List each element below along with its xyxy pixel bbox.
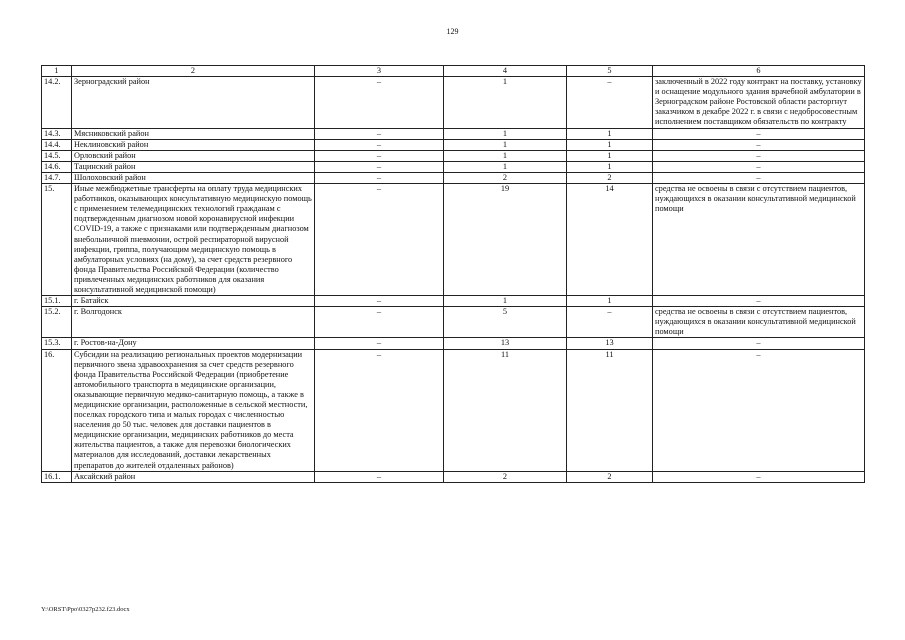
col4-value: 1 xyxy=(444,77,567,128)
row-name: Орловский район xyxy=(72,150,315,161)
col5-value: – xyxy=(567,307,653,338)
table-row xyxy=(42,471,865,482)
col5-value: 14 xyxy=(567,184,653,296)
header-row xyxy=(42,66,865,77)
row-name: Неклиновский район xyxy=(72,139,315,150)
column-header: 6 xyxy=(653,66,865,77)
row-name: г. Ростов-на-Дону xyxy=(72,338,315,349)
col4-value: 13 xyxy=(444,338,567,349)
table-row xyxy=(42,338,865,349)
col3-value: – xyxy=(315,471,444,482)
col4-value: 1 xyxy=(444,128,567,139)
table-row xyxy=(42,349,865,471)
col3-value: – xyxy=(315,338,444,349)
row-number: 15.2. xyxy=(42,307,72,338)
row-note: заключенный в 2022 году контракт на поставку, установку и оснащение модульного здания врачебной амбулатории в Зерноградском районе Ростовской области расторгнут заказчиком в декабре 2022 г. в связи с недобросовестным исполнением поставщиком обязательств по контракту xyxy=(653,77,865,128)
col5-value: 2 xyxy=(567,172,653,183)
row-name: Тацинский район xyxy=(72,161,315,172)
row-note: – xyxy=(653,471,865,482)
table-row xyxy=(42,150,865,161)
col5-value: 1 xyxy=(567,161,653,172)
row-number: 14.5. xyxy=(42,150,72,161)
table-row xyxy=(42,296,865,307)
row-note: средства не освоены в связи с отсутствием пациентов, нуждающихся в оказании консультативной медицинской помощи xyxy=(653,307,865,338)
col3-value: – xyxy=(315,172,444,183)
row-note: – xyxy=(653,128,865,139)
col4-value: 2 xyxy=(444,172,567,183)
col5-value: 1 xyxy=(567,139,653,150)
column-header: 2 xyxy=(72,66,315,77)
report-table xyxy=(41,65,865,483)
page-number: 129 xyxy=(446,27,459,36)
row-number: 14.6. xyxy=(42,161,72,172)
col4-value: 19 xyxy=(444,184,567,296)
table-row xyxy=(42,184,865,296)
row-note: – xyxy=(653,338,865,349)
row-number: 16. xyxy=(42,349,72,471)
row-number: 16.1. xyxy=(42,471,72,482)
col3-value: – xyxy=(315,77,444,128)
row-note: – xyxy=(653,150,865,161)
col5-value: 1 xyxy=(567,128,653,139)
table-row xyxy=(42,128,865,139)
row-note: – xyxy=(653,139,865,150)
row-note: – xyxy=(653,172,865,183)
row-name: Иные межбюджетные трансферты на оплату труда медицинских работников, оказывающих консультативную медицинскую помощь с применением телемедицинских технологий гражданам с подтвержденным диагнозом новой коронавирусной инфекции COVID-19, а также с признаками или подтвержденным диагнозом внебольничной пневмонии, острой респираторной вирусной инфекции, гриппа, получающим медицинскую помощь в амбулаторных условиях (на дому), за счет средств резервного фонда Правительства Российской Федерации (количество привлеченных медицинских работников для оказания консультативной медицинской помощи) xyxy=(72,184,315,296)
col4-value: 5 xyxy=(444,307,567,338)
col4-value: 1 xyxy=(444,150,567,161)
col3-value: – xyxy=(315,128,444,139)
col3-value: – xyxy=(315,184,444,296)
col4-value: 1 xyxy=(444,139,567,150)
col5-value: 1 xyxy=(567,296,653,307)
table-row xyxy=(42,172,865,183)
col3-value: – xyxy=(315,296,444,307)
table-row xyxy=(42,77,865,128)
col5-value: 2 xyxy=(567,471,653,482)
row-number: 15.3. xyxy=(42,338,72,349)
table-row xyxy=(42,139,865,150)
row-number: 14.3. xyxy=(42,128,72,139)
col4-value: 1 xyxy=(444,296,567,307)
col3-value: – xyxy=(315,139,444,150)
col3-value: – xyxy=(315,307,444,338)
col3-value: – xyxy=(315,349,444,471)
col5-value: – xyxy=(567,77,653,128)
column-header: 4 xyxy=(444,66,567,77)
row-number: 15. xyxy=(42,184,72,296)
row-number: 14.4. xyxy=(42,139,72,150)
col4-value: 11 xyxy=(444,349,567,471)
col4-value: 2 xyxy=(444,471,567,482)
row-name: Аксайский район xyxy=(72,471,315,482)
row-note: – xyxy=(653,349,865,471)
column-header: 3 xyxy=(315,66,444,77)
row-name: г. Батайск xyxy=(72,296,315,307)
row-note: – xyxy=(653,296,865,307)
table-body xyxy=(42,66,865,483)
table-row xyxy=(42,161,865,172)
col5-value: 13 xyxy=(567,338,653,349)
col5-value: 11 xyxy=(567,349,653,471)
row-number: 14.2. xyxy=(42,77,72,128)
row-note: средства не освоены в связи с отсутствием пациентов, нуждающихся в оказании консультативной медицинской помощи xyxy=(653,184,865,296)
col4-value: 1 xyxy=(444,161,567,172)
row-number: 14.7. xyxy=(42,172,72,183)
col3-value: – xyxy=(315,161,444,172)
row-note: – xyxy=(653,161,865,172)
table-row xyxy=(42,307,865,338)
row-number: 15.1. xyxy=(42,296,72,307)
row-name: Мясниковский район xyxy=(72,128,315,139)
row-name: Зерноградский район xyxy=(72,77,315,128)
row-name: г. Волгодонск xyxy=(72,307,315,338)
row-name: Шолоховский район xyxy=(72,172,315,183)
col5-value: 1 xyxy=(567,150,653,161)
column-header: 1 xyxy=(42,66,72,77)
document-file-path: Y:\ORST\Ppo\0327p232.f23.docx xyxy=(41,606,130,613)
column-header: 5 xyxy=(567,66,653,77)
row-name: Субсидии на реализацию региональных проектов модернизации первичного звена здравоохранения за счет средств резервного фонда Правительства Российской Федерации (приобретение автомобильного транспорта в медицинские организации, оказывающие первичную медико-санитарную помощь, а также в медицинские организации, расположенные в сельской местности, поселках городского типа и малых городах с численностью населения до 50 тыс. человек для доставки пациентов в медицинские организации, медицинских работников до места жительства пациентов, а также для перевозки биологических материалов для исследований, доставки лекарственных препаратов до жителей отдаленных районов) xyxy=(72,349,315,471)
col3-value: – xyxy=(315,150,444,161)
